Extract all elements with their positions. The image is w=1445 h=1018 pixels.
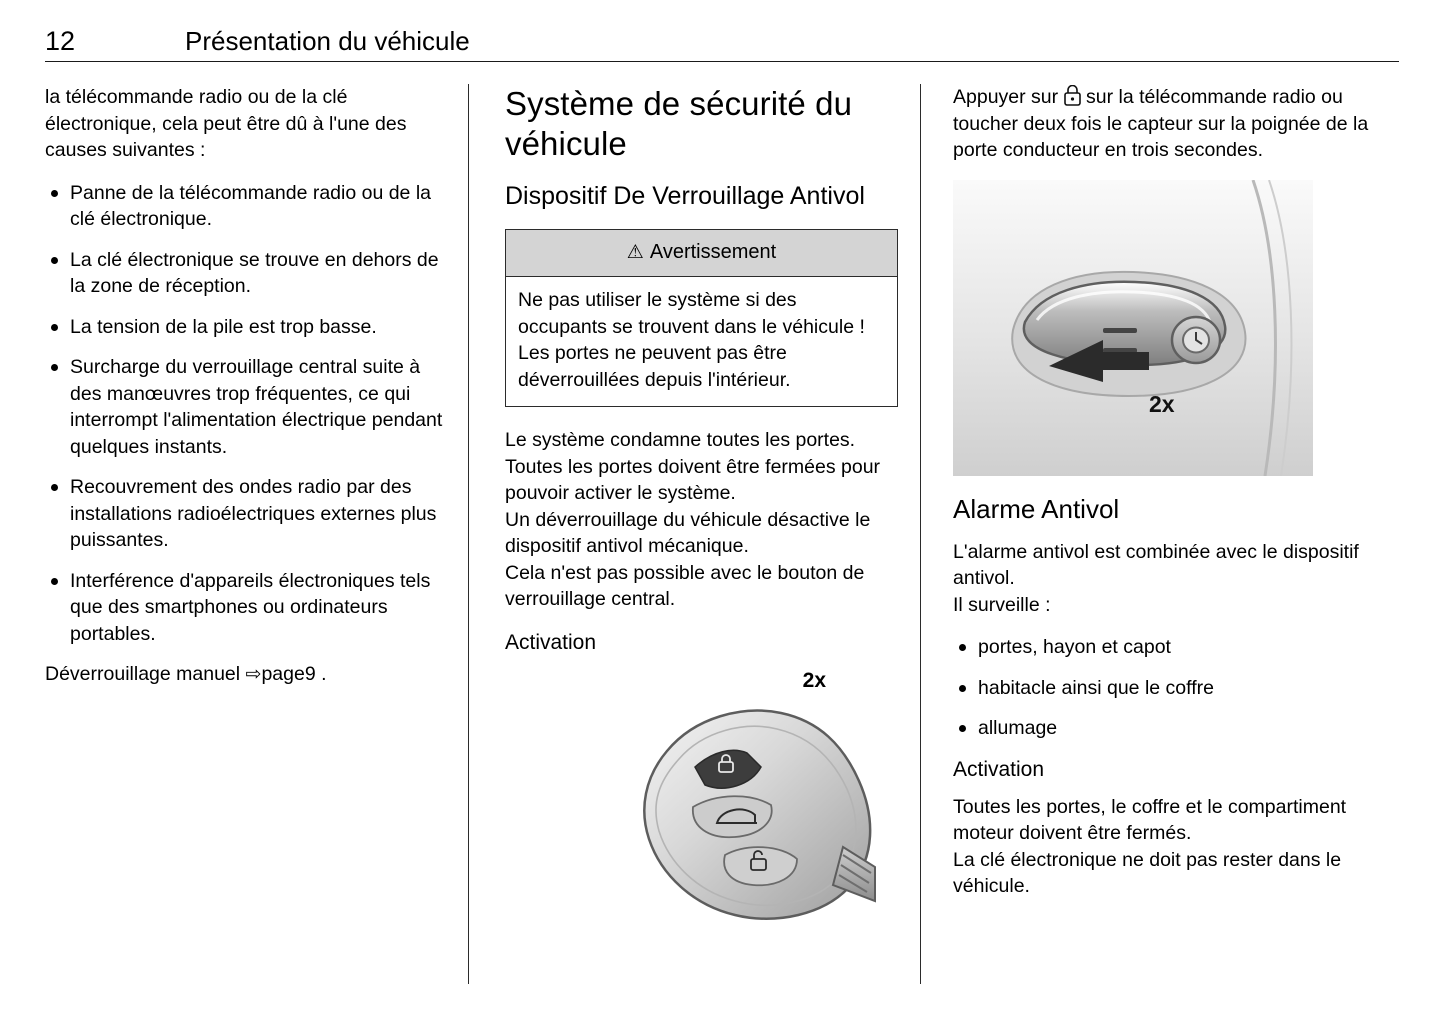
warning-triangle-icon: ⚠ (626, 242, 644, 263)
list-item: Panne de la télécommande radio ou de la clé électronique. (45, 180, 444, 233)
reference-arrow-icon: ⇨ (245, 664, 262, 685)
activation-heading: Activation (505, 630, 597, 654)
key-fob-illustration (575, 689, 975, 934)
column-right (920, 84, 1390, 984)
subsection-title: Dispositif De Verrouillage Antivol (505, 182, 865, 210)
warning-box (505, 229, 898, 407)
alarm-activation-heading: Activation (953, 757, 1045, 781)
list-item: allumage (953, 715, 1380, 742)
list-item: Recouvrement des ondes radio par des installations radioélectriques externes plus puissantes. (45, 474, 444, 554)
paragraph-system-locks: Le système condamne toutes les portes. Toutes les portes doivent être fermées pour pouvoir activer le système. (505, 429, 881, 504)
list-item: Interférence d'appareils électroniques tels que des smartphones ou ordinateurs portables. (45, 568, 444, 648)
key-fob-figure (505, 667, 898, 932)
alarm-monitored-list (953, 634, 1380, 742)
list-item: portes, hayon et capot (953, 634, 1380, 661)
list-item: La tension de la pile est trop basse. (45, 314, 444, 341)
page-columns (40, 84, 1405, 984)
door-press-count: 2x (1149, 390, 1175, 417)
alarm-activation-text-1: Toutes les portes, le coffre et le compartiment moteur doivent être fermés. (953, 795, 1347, 844)
alarm-activation-text-2: La clé électronique ne doit pas rester dans le véhicule. (953, 848, 1342, 897)
causes-list (45, 180, 444, 648)
paragraph-unlock-deactivates: Un déverrouillage du véhicule désactive le dispositif antivol mécanique. (505, 508, 871, 557)
list-item: Surcharge du verrouillage central suite à des manœuvres trop fréquentes, ce qui interrompt l'alimentation électrique pendant quelques instants. (45, 354, 444, 460)
warning-label: Avertissement (649, 241, 777, 263)
cross-reference-end: . (321, 663, 327, 685)
page-number: 12 (45, 26, 76, 56)
key-fob-press-count: 2x (802, 668, 826, 692)
cross-reference-target[interactable]: page9 (261, 663, 322, 685)
section-title: Système de sécurité du véhicule (505, 85, 853, 162)
alarm-paragraph: L'alarme antivol est combinée avec le dispositif antivol. (953, 540, 1359, 589)
cross-reference-text: Déverrouillage manuel (45, 663, 246, 685)
column-middle (468, 84, 920, 984)
paragraph-central-lock-note: Cela n'est pas possible avec le bouton de verrouillage central. (505, 561, 865, 610)
door-handle-illustration (953, 180, 1313, 476)
lock-button-icon (1064, 85, 1081, 106)
warning-text: Ne pas utiliser le système si des occupants se trouvent dans le véhicule ! Les portes ne peuvent pas être déverrouillées depuis l'intérieur. (518, 289, 865, 391)
page-title: Présentation du véhicule (185, 26, 470, 56)
list-item: La clé électronique se trouve en dehors de la zone de réception. (45, 247, 444, 300)
list-item: habitacle ainsi que le coffre (953, 675, 1380, 702)
alarm-monitors-lead: Il surveille : (953, 593, 1051, 616)
door-handle-figure (953, 180, 1313, 476)
press-instruction-after: sur la télécommande radio ou toucher deux fois le capteur sur la poignée de la porte conducteur en trois secondes. (953, 86, 1369, 161)
column-left (40, 84, 468, 984)
press-instruction (953, 84, 1380, 164)
cross-reference (45, 661, 444, 689)
page-header (45, 28, 1399, 62)
warning-header (506, 230, 897, 277)
alarm-section-title: Alarme Antivol (953, 493, 1120, 524)
press-instruction-before: Appuyer sur (953, 86, 1064, 108)
intro-paragraph: la télécommande radio ou de la clé électronique, cela peut être dû à l'une des causes suivantes : (45, 86, 407, 161)
